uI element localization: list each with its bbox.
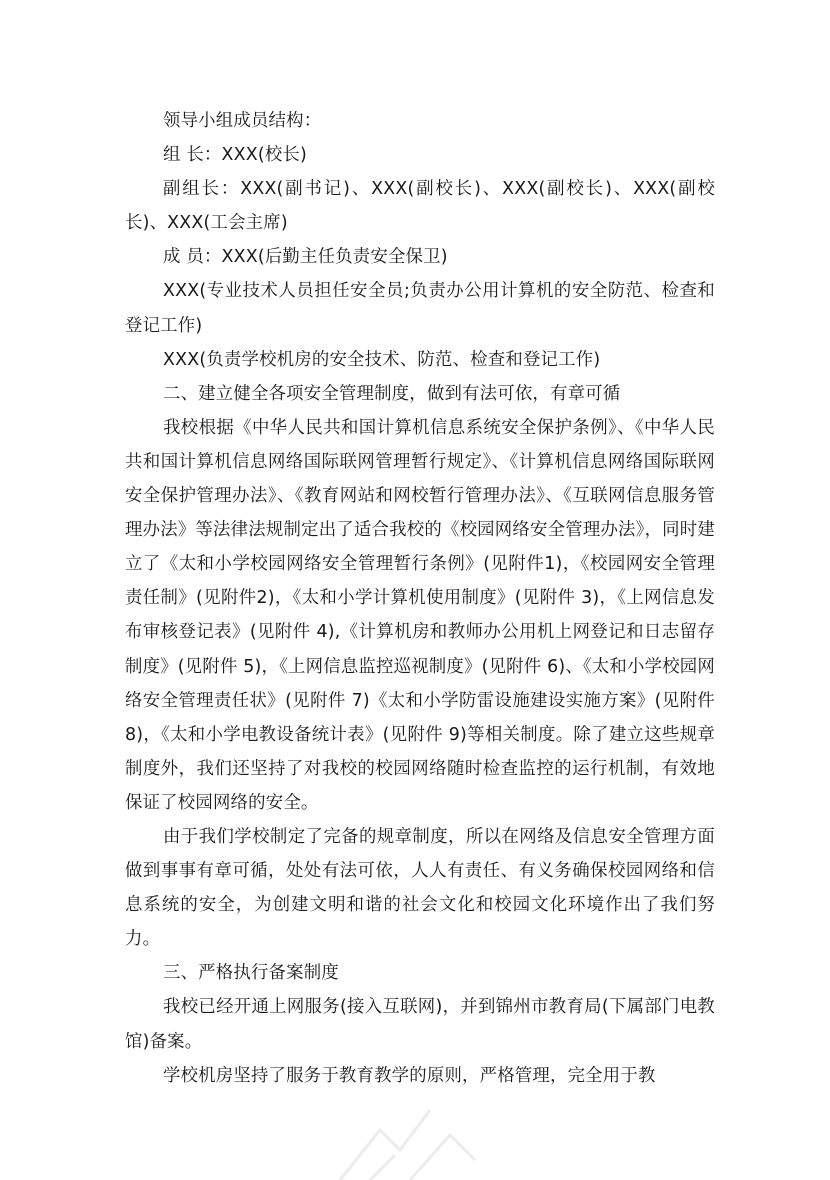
- document-body: [125, 104, 715, 1093]
- paragraph-rules-summary: 由于我们学校制定了完备的规章制度，所以在网络及信息安全管理方面做到事事有章可循，处处有法可依，人人有责任、有义务确保校园网络和信息系统的安全，为创建文明和谐的社会文化和校园文化环境作出了我们努力。: [125, 826, 715, 950]
- watermark-stamp: [300, 1090, 500, 1180]
- paragraph-lab-officer: XXX(负责学校机房的安全技术、防范、检查和登记工作): [163, 349, 601, 370]
- watermark-stroke-left: [340, 1110, 430, 1180]
- paragraph-group-leader: 组 长：XXX(校长): [163, 145, 307, 166]
- paragraph-registration: 我校已经开通上网服务(接入互联网)，并到锦州市教育局(下属部门电教馆)备案。: [125, 997, 715, 1052]
- watermark-stroke-mid: [370, 1155, 395, 1180]
- paragraph-computer-lab: 学校机房坚持了服务于教育教学的原则，严格管理，完全用于教: [163, 1065, 656, 1086]
- section-heading-2: 二、建立健全各项安全管理制度，做到有法可依，有章可循: [163, 383, 621, 404]
- paragraph-regulations: 我校根据《中华人民共和国计算机信息系统安全保护条例》、《中华人民共和国计算机信息网络国际联网管理暂行规定》、《计算机信息网络国际联网安全保护管理办法》、《教育网站和网校暂行管理办法》、《互联网信息服务管理办法》等法律法规制定出了适合我校的《校园网络安全管理办法》，同时建立了《太和小学校园网络安全管理暂行条例》(见附件1)，《校园网安全管理责任制》(见附件2)，《太和小学计算机使用制度》(见附件 3)，《上网信息发布审核登记表》(见附件 4),《计算机房和教师办公用机上网登记和日志留存制度》(见附件 5)，《上网信息监控巡视制度》(见附件 6)、《太和小学校园网络安全管理责任状》(见附件 7)《太和小学防雷设施建设实施方案》(见附件 8)，《太和小学电教设备统计表》(见附件 9)等相关制度。除了建立这些规章制度外，我们还坚持了对我校的校园网络随时检查监控的运行机制，有效地保证了校园网络的安全。: [125, 417, 715, 813]
- watermark-stroke-right: [410, 1135, 475, 1180]
- paragraph-safety-officer: XXX(专业技术人员担任安全员;负责办公用计算机的安全防范、检查和登记工作): [125, 281, 715, 336]
- paragraph-members: 成 员：XXX(后勤主任负责安全保卫): [163, 247, 448, 268]
- paragraph-leadership-structure: 领导小组成员结构：: [163, 111, 322, 131]
- section-heading-3: 三、严格执行备案制度: [163, 963, 339, 984]
- paragraph-deputy-leaders: 副组长：XXX(副书记)、XXX(副校长)、XXX(副校长)、XXX(副校长)、XXX(工会主席): [125, 179, 715, 234]
